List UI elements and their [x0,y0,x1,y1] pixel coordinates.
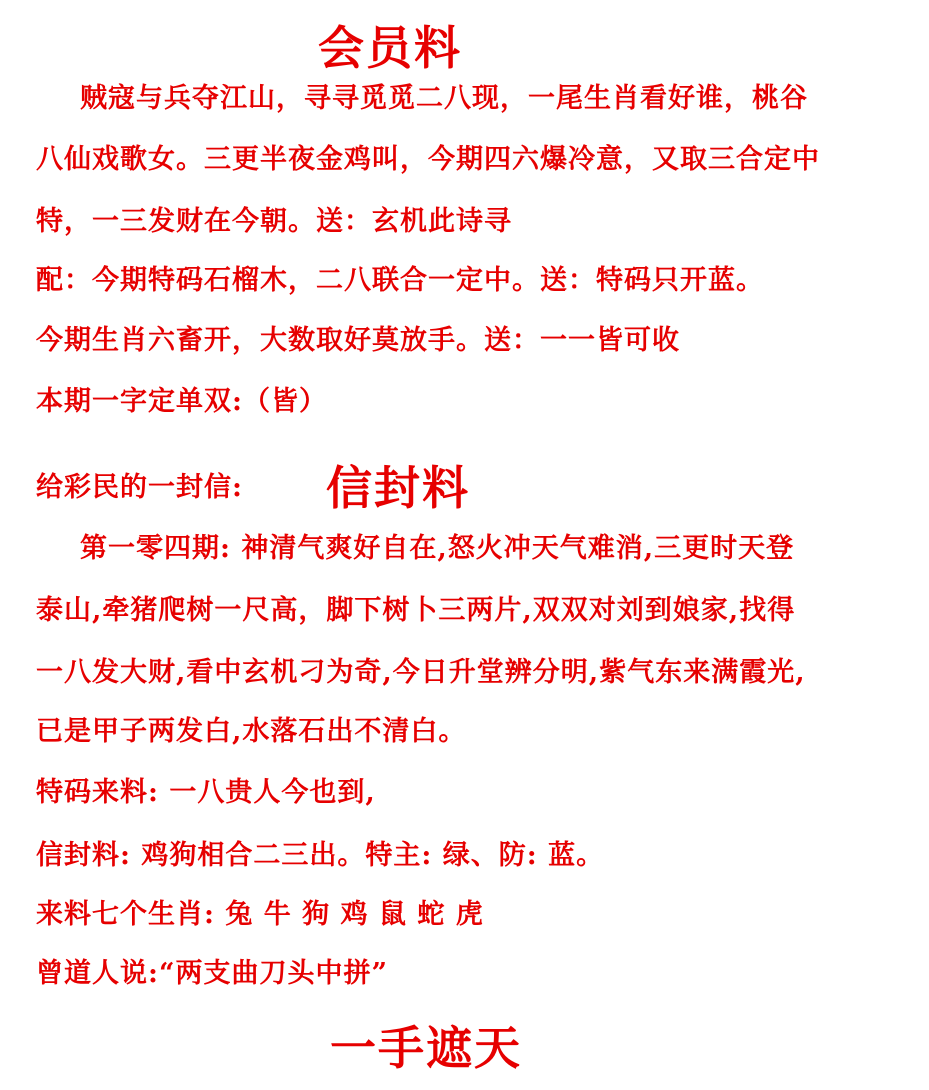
text-line: 曾道人说:“两支曲刀头中拼” [36,958,389,989]
text-line: 八仙戏歌女。三更半夜金鸡叫，今期四六爆冷意，又取三合定中 [36,144,820,175]
text-line: 信封料: 鸡狗相合二三出。特主: 绿、防: 蓝。 [36,840,605,871]
text-line: 来料七个生肖: 兔 牛 狗 鸡 鼠 蛇 虎 [36,899,484,930]
text-line: 一八发大财,看中玄机刁为奇,今日升堂辨分明,紫气东来满霞光, [36,657,806,688]
text-line: 特，一三发财在今朝。送：玄机此诗寻 [36,206,512,237]
envelope-material-title: 信封料 [326,461,470,515]
text-line: 今期生肖六畜开，大数取好莫放手。送：一一皆可收 [36,325,680,356]
cover-sky-title: 一手遮天 [330,1021,522,1075]
letter-label: 给彩民的一封信: [36,472,243,503]
text-line: 本期一字定单双:（皆） [36,386,327,417]
text-line: 特码来料: 一八贵人今也到, [36,777,376,808]
text-line: 已是甲子两发白,水落石出不清白。 [36,716,467,747]
text-line: 泰山,牵猪爬树一尺高，脚下树卜三两片,双双对刘到娘家,找得 [36,595,796,626]
text-line: 贼寇与兵夺江山，寻寻觅觅二八现，一尾生肖看好谁，桃谷 [80,83,808,114]
text-line: 配：今期特码石榴木，二八联合一定中。送：特码只开蓝。 [36,265,764,296]
text-line: 第一零四期: 神清气爽好自在,怒火冲天气难消,三更时天登 [80,533,795,564]
member-material-title: 会员料 [318,21,462,75]
